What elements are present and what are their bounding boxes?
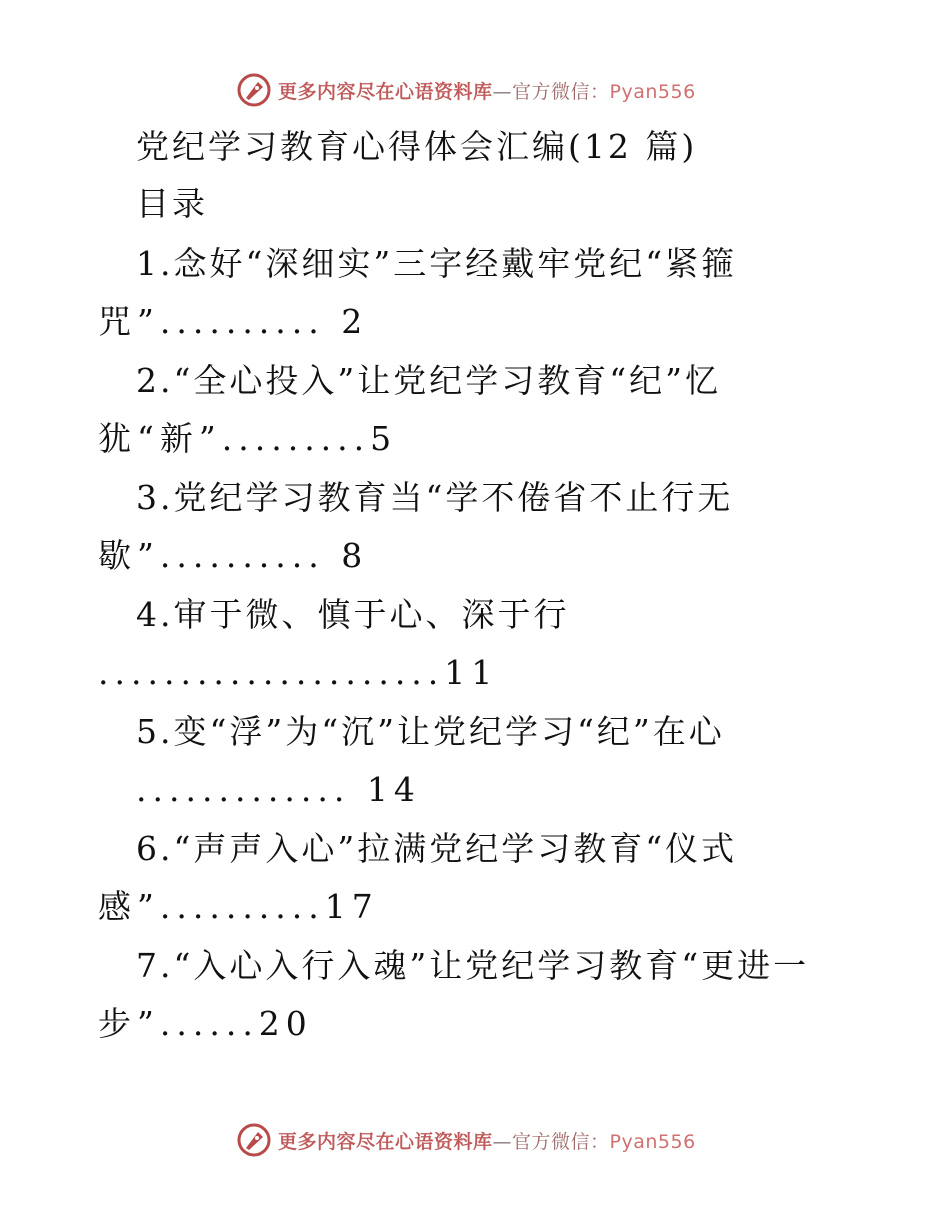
watermark-lead: 更多内容尽在心语资料库: [278, 80, 493, 103]
watermark-wechat-label: 官方微信：: [512, 1130, 610, 1153]
toc-entry-3-line2[interactable]: 歇”.......... 8: [98, 536, 369, 575]
toc-entry-1-line1[interactable]: 1.念好“深细实”三字经戴牢党纪“紧箍: [136, 244, 738, 283]
watermark-text: [278, 77, 696, 104]
toc-heading: 目录: [136, 184, 208, 223]
toc-entry-3-line1[interactable]: 3.党纪学习教育当“学不倦省不止行无: [136, 478, 734, 517]
watermark-text: [278, 1127, 696, 1154]
toc-entry-5-line1[interactable]: 5.变“浮”为“沉”让党纪学习“纪”在心: [136, 712, 725, 751]
watermark-handle: Pyan556: [609, 1130, 696, 1153]
toc-entry-2-line2[interactable]: 犹“新”.........5: [98, 419, 398, 458]
watermark-wechat-label: 官方微信：: [512, 80, 610, 103]
toc-entry-4-line2[interactable]: .....................11: [98, 653, 499, 692]
toc-entry-6-line2[interactable]: 感”..........17: [98, 887, 379, 926]
watermark-handle: Pyan556: [609, 80, 696, 103]
pen-nib-logo-icon: [236, 1122, 272, 1158]
watermark-lead: 更多内容尽在心语资料库: [278, 1130, 493, 1153]
footer-watermark-banner: [236, 1120, 716, 1160]
toc-entry-5-line2[interactable]: ............. 14: [136, 770, 421, 809]
header-watermark-banner: [236, 70, 716, 110]
pen-nib-logo-icon: [236, 72, 272, 108]
watermark-separator: —: [492, 1130, 513, 1153]
toc-entry-6-line1[interactable]: 6.“声声入心”拉满党纪学习教育“仪式: [136, 829, 738, 868]
toc-entry-7-line1[interactable]: 7.“入心入行入魂”让党纪学习教育“更进一: [136, 946, 810, 985]
document-title: 党纪学习教育心得体会汇编(12 篇): [136, 127, 698, 166]
toc-entry-7-line2[interactable]: 步”......20: [98, 1004, 313, 1043]
watermark-separator: —: [492, 80, 513, 103]
toc-entry-2-line1[interactable]: 2.“全心投入”让党纪学习教育“纪”忆: [136, 361, 721, 400]
toc-entry-1-line2[interactable]: 咒”.......... 2: [98, 302, 369, 341]
toc-entry-4-line1[interactable]: 4.审于微、慎于心、深于行: [136, 595, 570, 634]
